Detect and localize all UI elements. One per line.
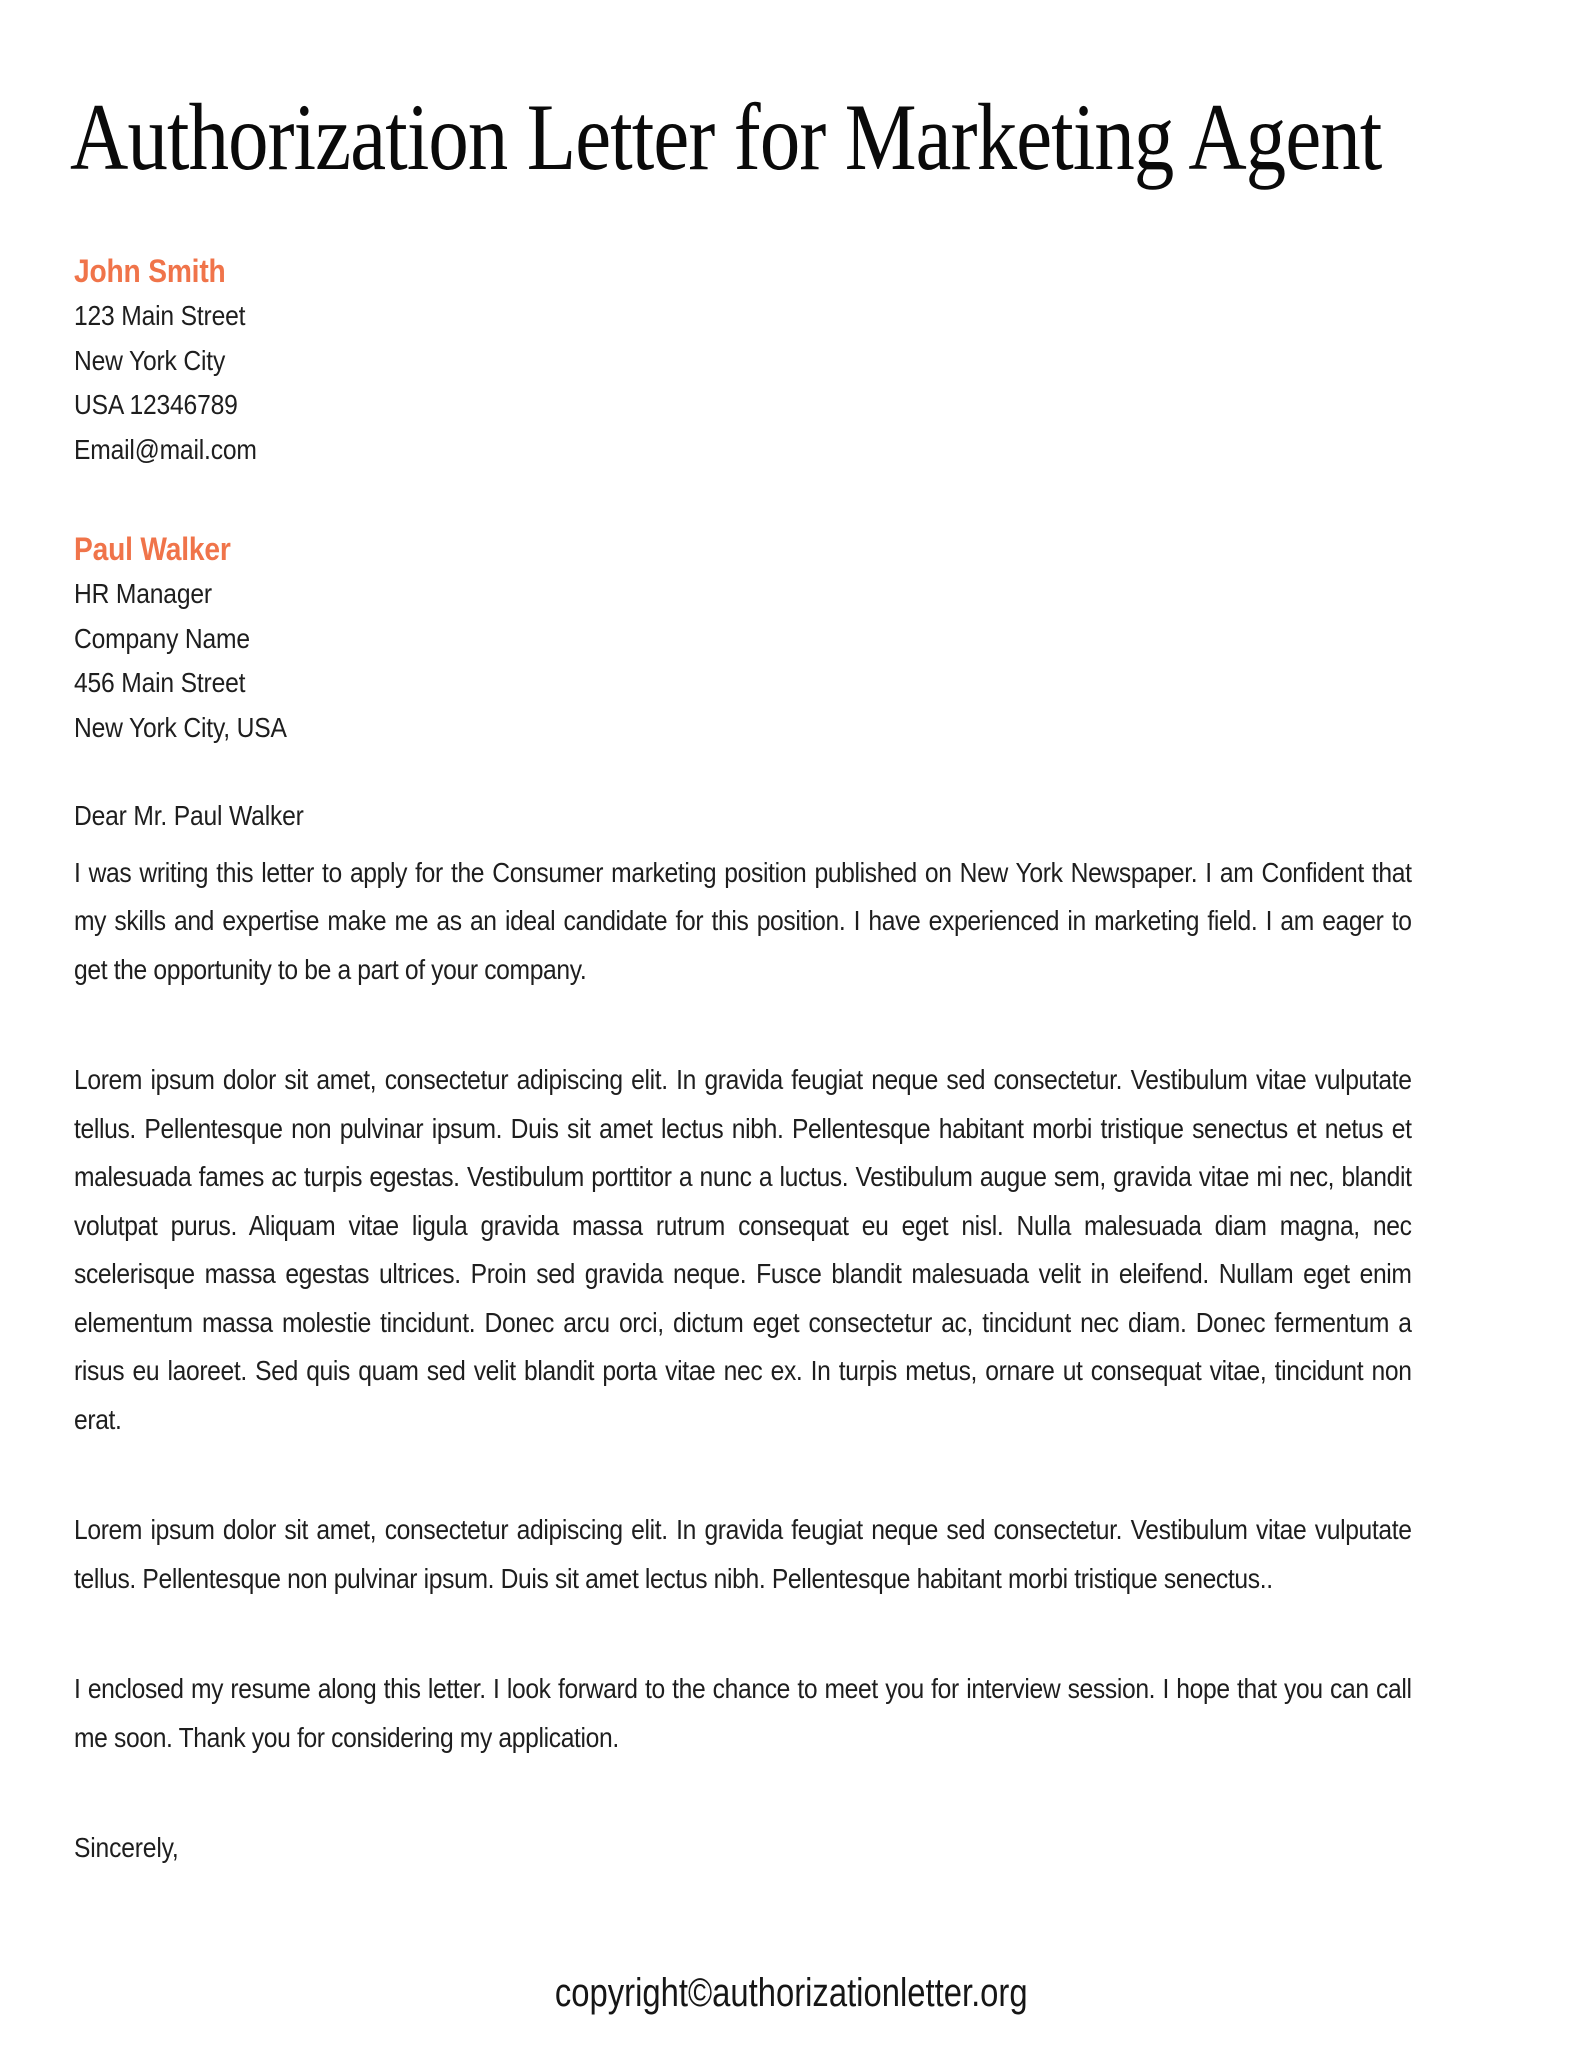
letter-body [74,248,1412,1873]
sender-address-line-3: USA 12346789 [74,389,238,420]
title-area [0,0,1583,190]
letter-paragraph-intro: I was writing this letter to apply for the Consumer marketing position published on New York Newspaper. I am Confident that my skills and expertise make me as an ideal candidate for this position. I have experienced in marketing field. I am eager to get the opportunity to be a part of your company. [74,856,1412,985]
letter-paragraph-body-2: Lorem ipsum dolor sit amet, consectetur adipiscing elit. In gravida feugiat neque sed consectetur. Vestibulum vitae vulputate tellus. Pellentesque non pulvinar ipsum. Duis sit amet lectus nibh. Pellentesque habitant morbi tristique senectus.. [74,1514,1412,1594]
recipient-name: Paul Walker [74,531,231,567]
sender-block [74,248,1412,472]
sender-address-line-2: New York City [74,344,226,376]
sender-name: John Smith [74,253,226,289]
page-title: Authorization Letter for Marketing Agent [70,84,1382,190]
footer-copyright: copyright©authorizationletter.org [555,1971,1028,2015]
sender-email: Email@mail.com [74,433,257,465]
letter-paragraph-enclosure: I enclosed my resume along this letter. I look forward to the chance to meet you for interview session. I hope that you can call me soon. Thank you for considering my application. [74,1673,1412,1753]
recipient-address-line-1: 456 Main Street [74,667,246,698]
sender-address-line-1: 123 Main Street [74,300,246,331]
salutation: Dear Mr. Paul Walker [74,800,304,831]
footer [0,1970,1583,2016]
recipient-block [74,526,1412,750]
recipient-address-line-2: New York City, USA [74,711,287,743]
closing: Sincerely, [74,1832,179,1863]
letter-paragraph-body-1: Lorem ipsum dolor sit amet, consectetur adipiscing elit. In gravida feugiat neque sed consectetur. Vestibulum vitae vulputate tellus. Pellentesque non pulvinar ipsum. Duis sit amet lectus nibh. Pellentesque habitant morbi tristique senectus et netus et malesuada fames ac turpis egestas. Vestibulum porttitor a nunc a luctus. Vestibulum augue sem, gravida vitae mi nec, blandit volutpat purus. Aliquam vitae ligula gravida massa rutrum consequat eu eget nisl. Nulla malesuada diam magna, nec scelerisque massa egestas ultrices. Proin sed gravida neque. Fusce blandit malesuada velit in eleifend. Nullam eget enim elementum massa molestie tincidunt. Donec arcu orci, dictum eget consectetur ac, tincidunt nec diam. Donec fermentum a risus eu laoreet. Sed quis quam sed velit blandit porta vitae nec ex. In turpis metus, ornare ut consequat vitae, tincidunt non erat. [74,1064,1412,1435]
recipient-company-line: Company Name [74,622,250,654]
recipient-title-line: HR Manager [74,578,212,609]
